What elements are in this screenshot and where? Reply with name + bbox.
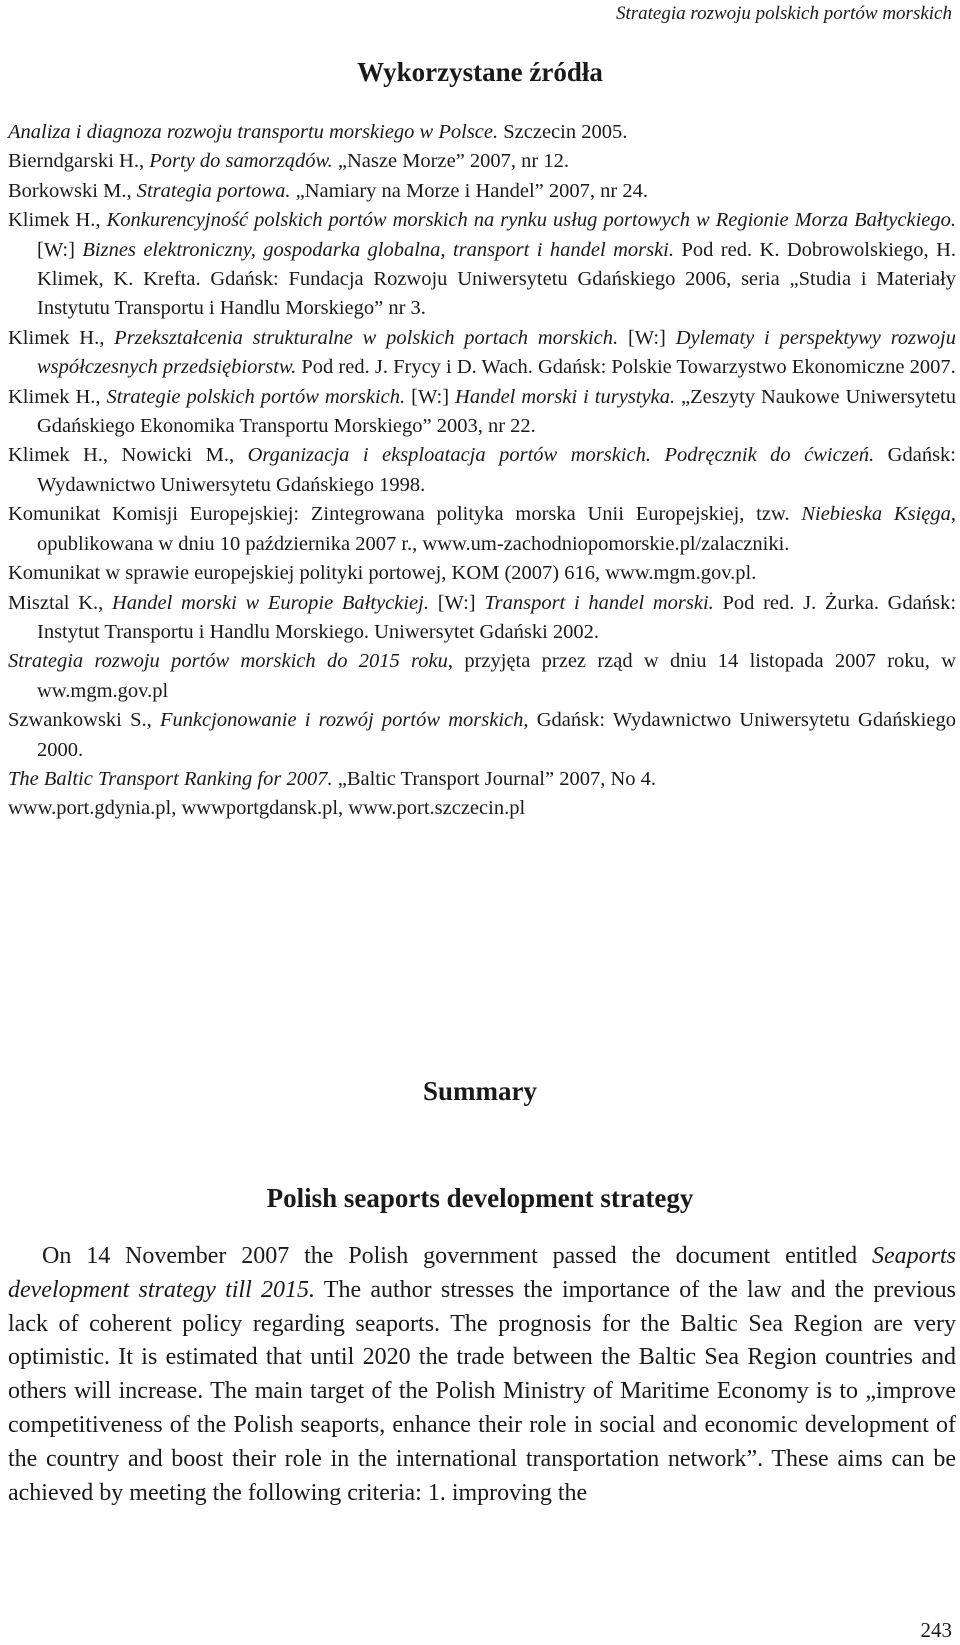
reference-item: Misztal K., Handel morski w Europie Bałtyckiej. [W:] Transport i handel morski. Pod red. J. Żurka. Gdańsk: Instytut Transportu i Handlu Morskiego. Uniwersytet Gdański 2002.: [8, 591, 957, 643]
reference-item: Szwankowski S., Funkcjonowanie i rozwój portów morskich, Gdańsk: Wydawnictwo Uniwersytetu Gdańskiego 2000.: [8, 709, 956, 761]
running-header: Strategia rozwoju polskich portów morskich: [615, 3, 952, 24]
reference-item: Analiza i diagnoza rozwoju transportu morskiego w Polsce. Szczecin 2005.: [8, 121, 628, 143]
reference-item: Klimek H., Konkurencyjność polskich portów morskich na rynku usług portowych w Regionie Morza Bałtyckiego. [W:] Biznes elektroniczny, gospodarka globalna, transport i handel morski. Pod red. K. Dobrowolskiego, H. Klimek, K. Krefta. Gdańsk: Fundacja Rozwoju Uniwersytetu Gdańskiego 2006, seria „Studia i Materiały Instytutu Transportu i Handlu Morskiego” nr 3.: [8, 209, 957, 320]
reference-item: Borkowski M., Strategia portowa. „Namiary na Morze i Handel” 2007, nr 24.: [8, 179, 648, 202]
reference-item: Bierndgarski H., Porty do samorządów. „Nasze Morze” 2007, nr 12.: [8, 150, 569, 173]
sources-title: Wykorzystane źródła: [357, 57, 603, 87]
reference-item: Komunikat Komisji Europejskiej: Zintegrowana polityka morska Unii Europejskiej, tzw. Niebieska Księga, opublikowana w dniu 10 października 2007 r., www.um-zachodniopomorskie.pl/zalaczniki.: [8, 503, 956, 555]
reference-item: www.port.gdynia.pl, wwwportgdansk.pl, www.port.szczecin.pl: [8, 797, 526, 820]
reference-item: Strategia rozwoju portów morskich do 2015 roku, przyjęta przez rząd w dniu 14 listopada 2007 roku, w ww.mgm.gov.pl: [8, 650, 957, 702]
summary-title: Summary: [423, 1076, 537, 1106]
english-title: Polish seaports development strategy: [266, 1183, 694, 1213]
reference-item: Komunikat w sprawie europejskiej polityki portowej, KOM (2007) 616, www.mgm.gov.pl.: [8, 562, 757, 585]
references-list: [8, 118, 956, 824]
page-number: 243: [920, 1618, 952, 1642]
reference-item: Klimek H., Przekształcenia strukturalne w polskich portach morskich. [W:] Dylematy i perspektywy rozwoju współczesnych przedsiębiorstw. Pod red. J. Frycy i D. Wach. Gdańsk: Polskie Towarzystwo Ekonomiczne 2007.: [8, 326, 957, 379]
reference-item: The Baltic Transport Ranking for 2007. „Baltic Transport Journal” 2007, No 4.: [8, 767, 657, 790]
summary-paragraph: On 14 November 2007 the Polish government passed the document entitled Seaports development strategy till 2015. The author stresses the importance of the law and the previous lack of coherent policy regarding seaports. The prognosis for the Baltic Sea Region are very optimistic. It is estimated that until 2020 the trade between the Baltic Sea Region countries and others will increase. The main target of the Polish Ministry of Maritime Economy is to „improve competitiveness of the Polish seaports, enhance their role in social and economic development of the country and boost their role in the international transportation network”. These aims can be achieved by meeting the following criteria: 1. improving the: [8, 1243, 956, 1506]
reference-item: Klimek H., Strategie polskich portów morskich. [W:] Handel morski i turystyka. „Zeszyty Naukowe Uniwersytetu Gdańskiego Ekonomika Transportu Morskiego” 2003, nr 22.: [8, 385, 956, 438]
reference-item: Klimek H., Nowicki M., Organizacja i eksploatacja portów morskich. Podręcznik do ćwiczeń. Gdańsk: Wydawnictwo Uniwersytetu Gdańskiego 1998.: [8, 444, 957, 496]
